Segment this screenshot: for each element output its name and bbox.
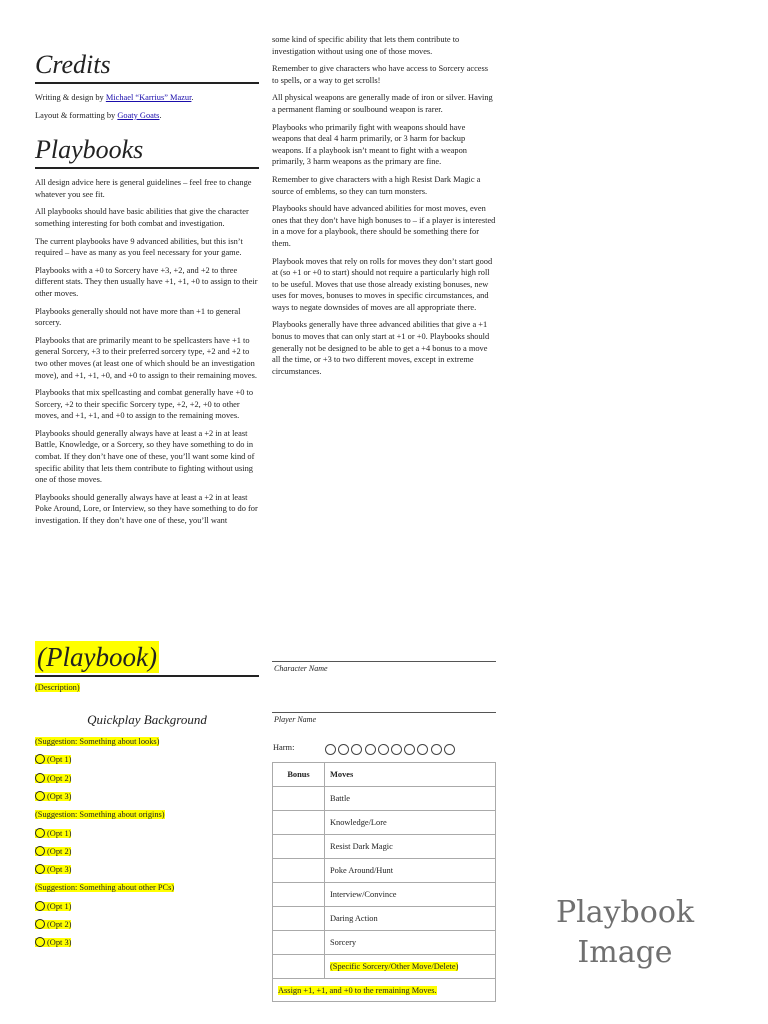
background-label: (Suggestion: Something about other PCs)	[35, 883, 175, 893]
background-label: (Opt 1)	[47, 901, 72, 911]
move-name-cell	[325, 883, 496, 907]
playbook-title: (Playbook)	[37, 642, 157, 672]
move-name: Sorcery	[330, 938, 357, 947]
move-row	[273, 955, 496, 979]
image-placeholder-line-1: Playbook	[555, 895, 695, 930]
character-name-line[interactable]	[272, 661, 496, 662]
move-name-cell	[325, 811, 496, 835]
move-name-cell	[325, 955, 496, 979]
advice-paragraph: Remember to give characters with a high Resist Dark Magic a source of emblems, so they can turn monsters.	[272, 174, 481, 196]
background-option[interactable]	[35, 754, 71, 765]
advice-paragraph: Playbooks should generally always have at least a +2 in at least Poke Around, Lore, or Interview, so they have something to do for investigation. If they don’t have one of these, you’ll want	[35, 492, 258, 526]
move-bonus-cell[interactable]	[273, 859, 325, 883]
checkbox-circle-icon[interactable]	[35, 919, 45, 929]
harm-label: Harm:	[273, 743, 295, 752]
advice-paragraph: All physical weapons are generally made of iron or silver. Having a permanent flaming or soulbound weapon is rarer.	[272, 93, 493, 114]
move-name: Battle	[330, 794, 351, 803]
moves-footer-text: Assign +1, +1, and +0 to the remaining Moves.	[278, 985, 437, 995]
quickplay-background-title: Quickplay Background	[87, 712, 207, 727]
advice-paragraph: Playbooks generally should not have more than +1 to general sorcery.	[35, 306, 241, 328]
checkbox-circle-icon[interactable]	[35, 754, 45, 764]
advice-paragraph: Remember to give characters who have access to Sorcery access to spells, or a way to get scrolls!	[272, 64, 489, 85]
playbooks-rule	[35, 167, 259, 169]
move-name: Poke Around/Hunt	[330, 866, 394, 875]
background-label: (Suggestion: Something about looks)	[35, 737, 160, 746]
background-text	[35, 938, 71, 947]
background-label: (Opt 1)	[47, 755, 72, 765]
checkbox-circle-icon[interactable]	[35, 773, 45, 783]
move-name-cell	[325, 835, 496, 859]
advice-paragraph: Playbooks that are primarily meant to be spellcasters have +1 to general Sorcery, +3 to their preferred sorcery type, +2 and +2 to two other moves (at least one of which should be an investigation move), and +1, +1, +0, and +0 to assign to their remaining moves.	[35, 335, 257, 380]
background-label: (Opt 3)	[47, 791, 72, 801]
background-text	[35, 810, 165, 819]
playbooks-advice-right	[272, 34, 496, 377]
moves-footer-cell	[273, 979, 496, 1002]
harm-circle-icon[interactable]	[404, 744, 415, 755]
playbook-description: (Description)	[35, 683, 80, 692]
background-label: (Opt 2)	[47, 920, 72, 929]
move-row	[273, 931, 496, 955]
bonus-header: Bonus	[273, 763, 325, 787]
harm-track	[325, 742, 457, 760]
move-name: Daring Action	[330, 914, 378, 923]
background-suggestion	[35, 882, 174, 893]
background-option[interactable]	[35, 846, 71, 857]
credits-layout-suffix: .	[159, 110, 162, 120]
background-text	[35, 829, 71, 838]
background-label: (Opt 1)	[47, 828, 72, 838]
move-name-cell	[325, 859, 496, 883]
checkbox-circle-icon[interactable]	[35, 937, 45, 947]
advice-paragraph: Playbooks should have advanced abilities for most moves, even ones that they don’t have high bonuses to – if a player is interested in a move for a playbook, there should be something there for them.	[272, 204, 496, 248]
harm-circle-icon[interactable]	[391, 744, 402, 755]
move-name: Knowledge/Lore	[330, 818, 387, 827]
background-text	[35, 755, 71, 764]
background-option[interactable]	[35, 791, 71, 802]
credits-layout-prefix: Layout & formatting by	[35, 110, 118, 120]
harm-circle-icon[interactable]	[417, 744, 428, 755]
moves-table-header	[273, 763, 496, 787]
credits-writing	[35, 92, 259, 104]
credits-writing-suffix: .	[191, 93, 194, 102]
checkbox-circle-icon[interactable]	[35, 901, 45, 911]
move-row	[273, 811, 496, 835]
layout-author-link[interactable]: Goaty Goats	[117, 110, 160, 120]
background-text	[35, 865, 71, 874]
background-label: (Suggestion: Something about origins)	[35, 810, 165, 820]
image-placeholder-line-2: Image	[577, 935, 673, 970]
moves-table	[272, 762, 496, 1002]
harm-circle-icon[interactable]	[351, 744, 362, 755]
move-row	[273, 835, 496, 859]
move-name: Interview/Convince	[330, 890, 397, 899]
background-option[interactable]	[35, 937, 71, 948]
playbooks-title: Playbooks	[35, 135, 144, 165]
credits-title: Credits	[35, 50, 111, 79]
move-bonus-cell[interactable]	[273, 955, 325, 979]
checkbox-circle-icon[interactable]	[35, 828, 45, 838]
move-name-cell	[325, 787, 496, 811]
character-name-label: Character Name	[274, 664, 328, 673]
move-row	[273, 859, 496, 883]
background-text	[35, 847, 71, 856]
background-text	[35, 920, 71, 929]
credits-layout	[35, 110, 259, 122]
advice-paragraph: Playbooks who primarily fight with weapons should have weapons that deal 4 harm primarily, or 3 harm for backup weapons. If a playbook isn’t meant to fight with a weapon primarily, 3 harm weapons as the primary are fine.	[272, 122, 467, 167]
credits-rule	[35, 82, 259, 84]
background-text	[35, 902, 71, 911]
harm-circle-icon[interactable]	[431, 744, 442, 755]
move-name-cell	[325, 931, 496, 955]
background-label: (Opt 3)	[47, 938, 72, 948]
author-link[interactable]: Michael “Karrius” Mazur	[105, 93, 192, 102]
move-name-cell	[325, 907, 496, 931]
move-name: (Specific Sorcery/Other Move/Delete)	[330, 962, 459, 971]
playbook-rule	[35, 675, 259, 677]
checkbox-circle-icon[interactable]	[35, 846, 45, 856]
moves-table-body	[273, 787, 496, 1002]
right-column	[272, 34, 496, 383]
player-name-line[interactable]	[272, 712, 496, 713]
advice-paragraph: All playbooks should have basic abilities that give the character something interesting for both combat and investigation.	[35, 207, 249, 228]
background-option[interactable]	[35, 864, 71, 875]
move-bonus-cell[interactable]	[273, 931, 325, 955]
background-label: (Opt 2)	[47, 846, 72, 856]
move-row	[273, 883, 496, 907]
advice-paragraph: All design advice here is general guidelines – feel free to change whatever you see fit.	[35, 178, 252, 199]
background-label: (Opt 2)	[47, 773, 72, 783]
harm-circle-icon[interactable]	[378, 744, 389, 755]
moves-header: Moves	[325, 763, 496, 787]
advice-paragraph: Playbooks that mix spellcasting and combat generally have +0 to Sorcery, +2 to their specific Sorcery type, +2, +2, +0 to other moves, and +1, +1, and +0 to assign to the remaining moves.	[35, 388, 254, 421]
background-option[interactable]	[35, 773, 71, 784]
background-text	[35, 737, 159, 746]
move-bonus-cell[interactable]	[273, 835, 325, 859]
playbook-header	[35, 641, 259, 695]
advice-paragraph: The current playbooks have 9 advanced abilities, but this isn’t required – have as many as you feel necessary for your game.	[35, 236, 243, 258]
advice-paragraph: Playbooks should generally always have at least a +2 in at least Battle, Knowledge, or a Sorcery, so they have something to do in combat. If they don’t have one of these, you’ll want some kind of specific ability that lets them contribute to fighting without using one of those moves.	[35, 428, 255, 485]
background-suggestion	[35, 809, 165, 820]
harm-circle-icon[interactable]	[365, 744, 376, 755]
moves-footer-row	[273, 979, 496, 1002]
checkbox-circle-icon[interactable]	[35, 864, 45, 874]
background-option[interactable]	[35, 828, 71, 839]
move-bonus-cell[interactable]	[273, 787, 325, 811]
move-name: Resist Dark Magic	[330, 842, 393, 851]
advice-paragraph: some kind of specific ability that lets them contribute to investigation without using one of those moves.	[272, 35, 460, 56]
playbooks-advice-left	[35, 177, 259, 526]
credits-writing-prefix: Writing & design by	[35, 93, 106, 102]
harm-circle-icon[interactable]	[444, 744, 455, 755]
harm-circle-icon[interactable]	[338, 744, 349, 755]
advice-paragraph: Playbook moves that rely on rolls for moves they don’t start good at (so +1 or +0 to start) should not require a particularly high roll to be useful. Moves that use those already existing bonuses, new uses for moves, bonuses to moves in specific circumstances, and ways to negate downsides of moves are all appropriate there.	[272, 256, 493, 312]
background-label: (Opt 3)	[47, 865, 72, 875]
background-text	[35, 774, 71, 783]
background-suggestion	[35, 736, 159, 747]
advice-paragraph: Playbooks generally have three advanced abilities that give a +1 bonus to moves that can only start at +1 or +0. Playbooks should generally not be designed to be able to get a +4 bonus to a move all the time, or +3 to two different moves, except in extreme circumstances.	[272, 320, 490, 376]
background-option[interactable]	[35, 919, 71, 930]
checkbox-circle-icon[interactable]	[35, 791, 45, 801]
move-bonus-cell[interactable]	[273, 907, 325, 931]
player-name-label: Player Name	[274, 715, 316, 724]
left-column	[35, 50, 259, 533]
background-option[interactable]	[35, 901, 71, 912]
move-bonus-cell[interactable]	[273, 883, 325, 907]
move-row	[273, 787, 496, 811]
harm-circle-icon[interactable]	[325, 744, 336, 755]
background-text	[35, 792, 71, 801]
advice-paragraph: Playbooks with a +0 to Sorcery have +3, +2, and +2 to three different stats. They then usually have +1, +1, +0 to assign to their other moves.	[35, 265, 258, 298]
move-bonus-cell[interactable]	[273, 811, 325, 835]
move-row	[273, 907, 496, 931]
background-text	[35, 883, 174, 892]
playbook-image-placeholder	[540, 893, 710, 973]
